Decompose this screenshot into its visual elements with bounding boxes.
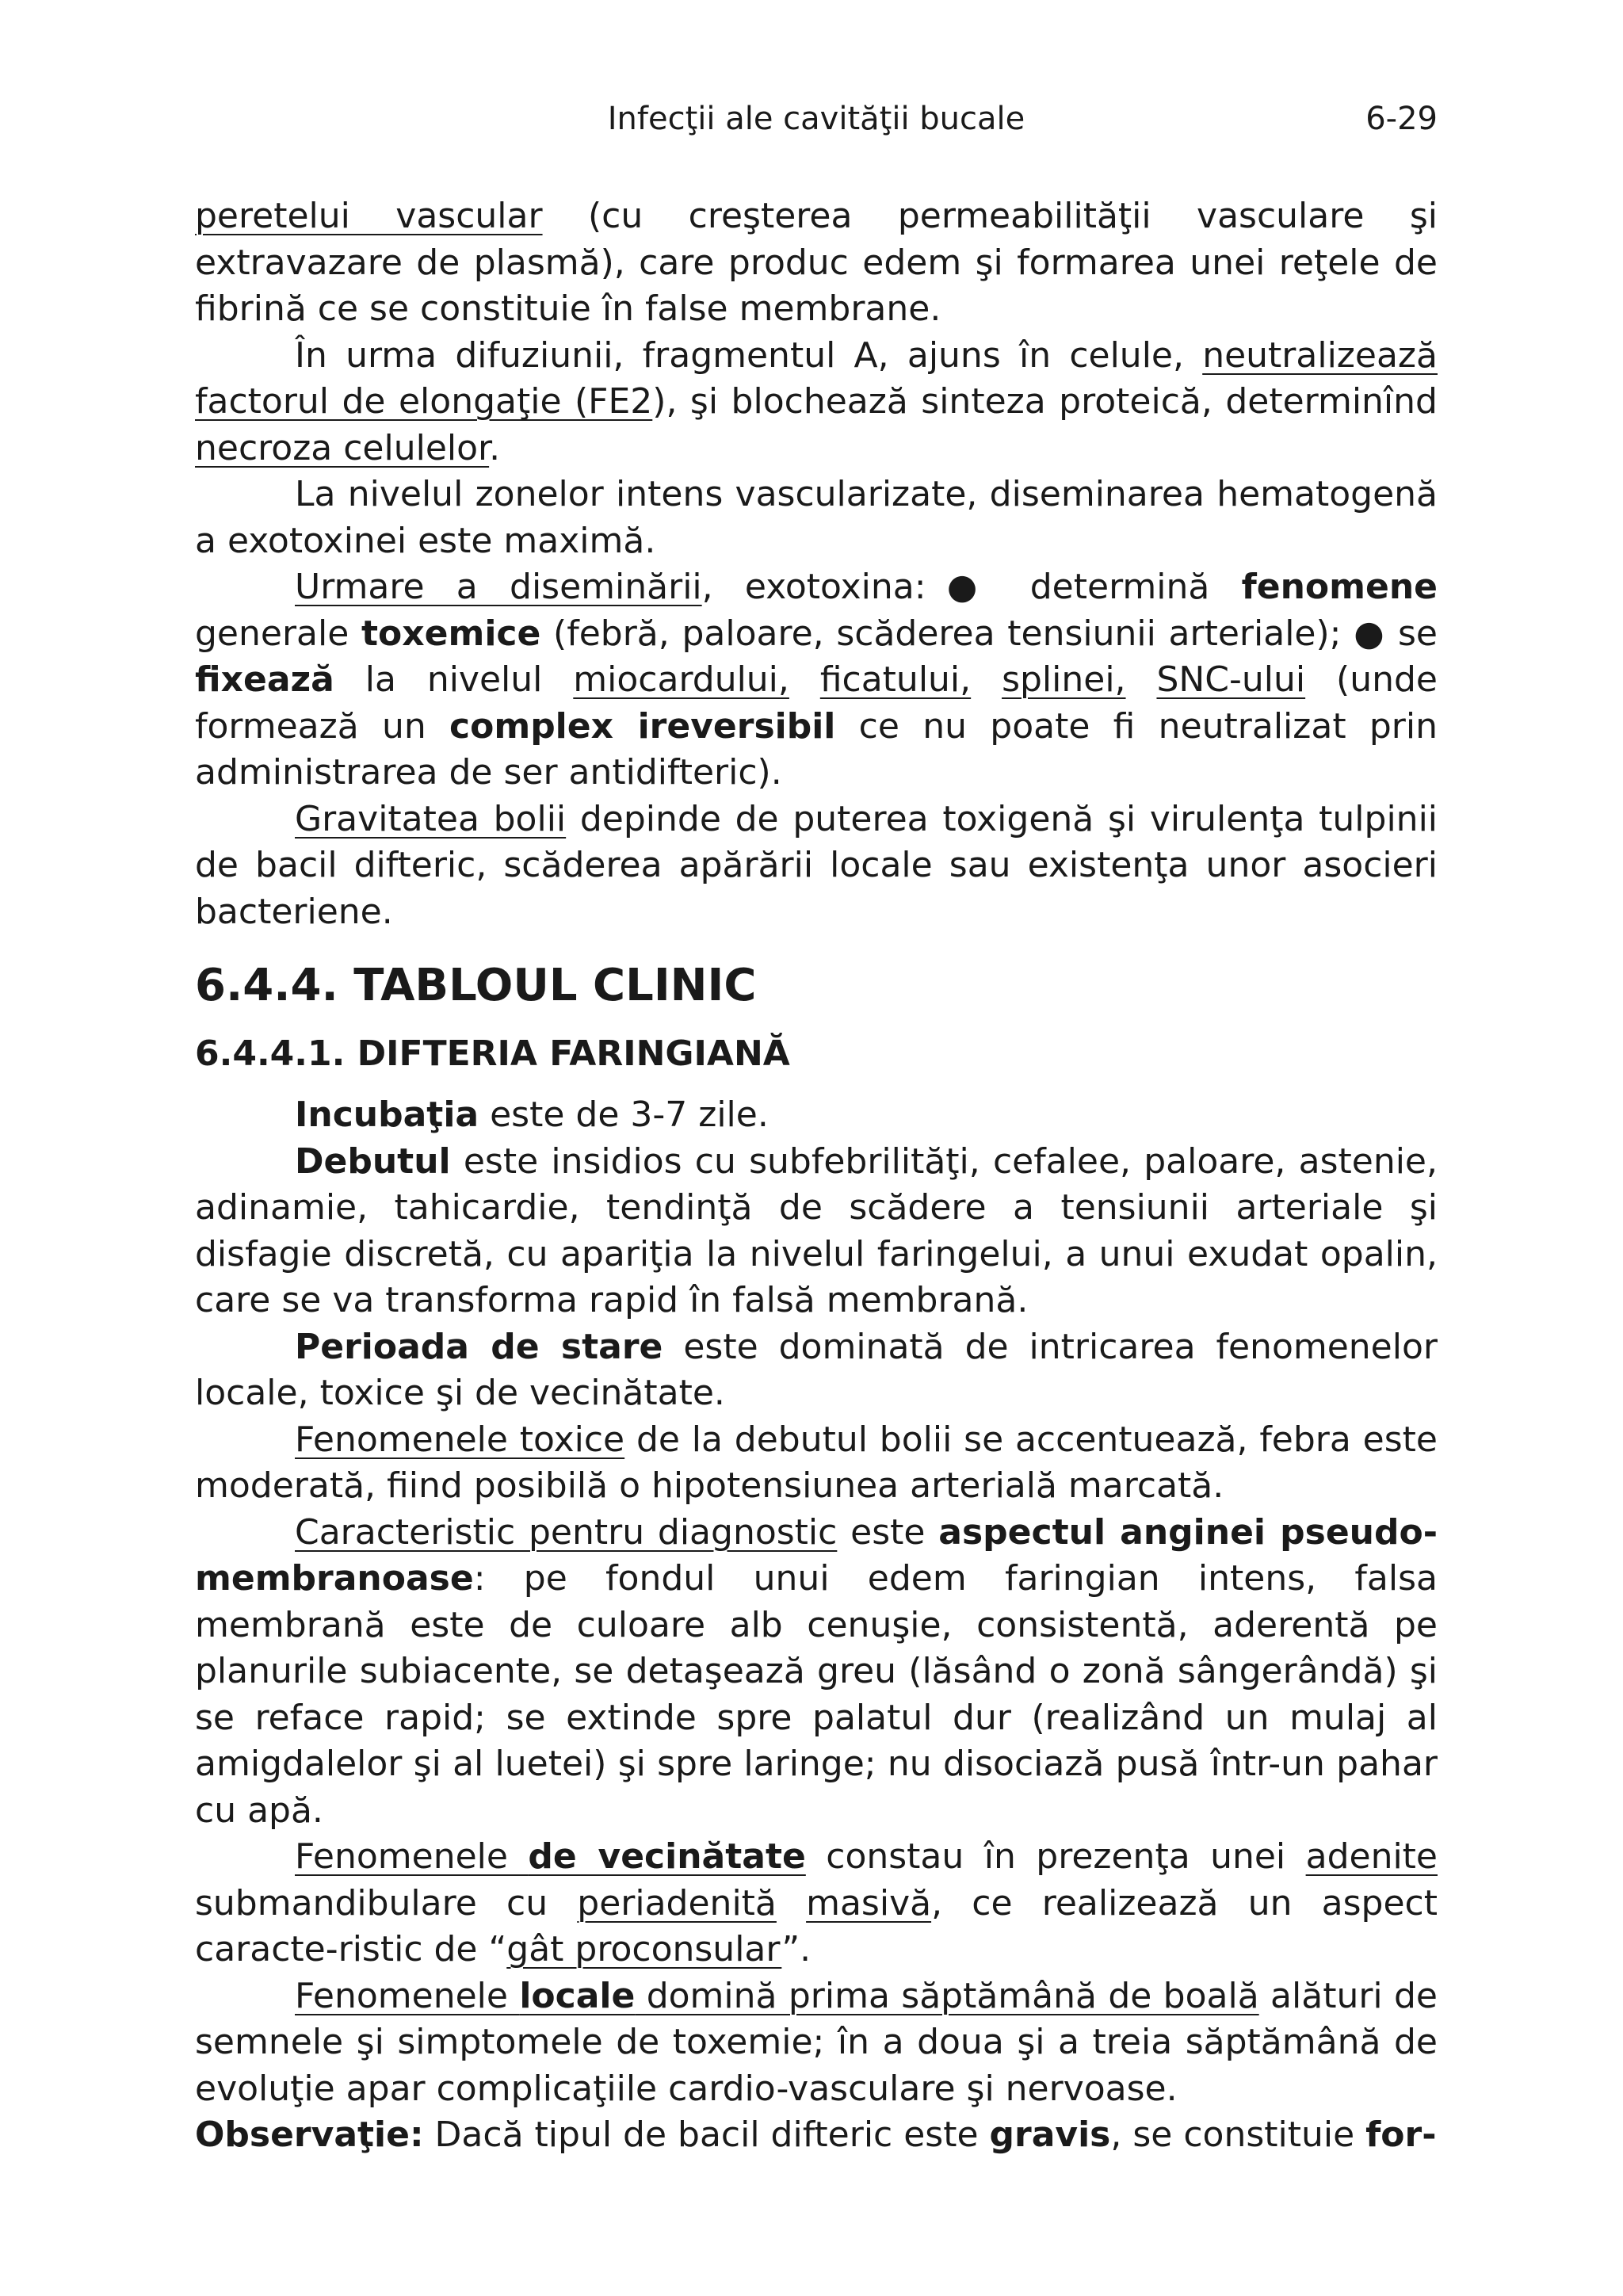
text-run: gât proconsular: [506, 1929, 782, 1969]
text-run: Perioada de stare: [295, 1326, 663, 1367]
text-run: depinde de puterea toxigenă şi virulenţa tulpinii de bacil difteric, scăderea apărării locale sau existenţa unor asocieri bacteriene.: [195, 798, 1438, 932]
text-run: [1126, 659, 1157, 700]
text-run: alături de semnele şi simptomele de toxemie; în a doua şi a treia săptămână de evoluţie apar complicaţiile cardio-vasculare şi nervoase.: [195, 1975, 1438, 2109]
paragraph: [195, 1324, 1438, 1417]
paragraph: [195, 333, 1438, 472]
paragraph: [195, 193, 1438, 333]
text-run: ”.: [781, 1929, 812, 1969]
paragraph: [195, 797, 1438, 936]
paragraph: [195, 564, 1438, 797]
text-run: Fenomenele: [295, 1836, 529, 1877]
paragraph: [195, 1510, 1438, 1835]
text-run: generale: [195, 613, 362, 654]
text-run: peretelui vascular: [195, 196, 543, 236]
text-run: locale: [519, 1975, 636, 2016]
text-run: [971, 659, 1002, 700]
text-run: complex ireversibil: [449, 705, 836, 747]
text-run: , ce realizează un aspect caracte-ristic de “: [195, 1882, 1438, 1969]
text-run: miocardului,: [573, 659, 789, 700]
text-run: ce nu poate fi neutralizat prin administrarea de ser antidifteric).: [195, 705, 1438, 793]
text-run: [777, 1883, 806, 1924]
text-run: fenomene: [1241, 567, 1438, 607]
text-run: Fenomenele: [295, 1975, 520, 2016]
paragraph: [195, 1834, 1438, 1973]
text-run: constau în prezenţa unei: [805, 1836, 1306, 1877]
body-text-block-1: [195, 193, 1438, 935]
page-header: [195, 94, 1438, 144]
text-run: toxemice: [361, 613, 541, 654]
text-run: Debutul: [295, 1140, 451, 1182]
text-run: la nivelul: [334, 659, 574, 700]
text-run: Gravitatea bolii: [295, 798, 567, 839]
text-run: (cu creşterea permeabilităţii vasculare şi extravazare de plasmă), care produc edem şi formarea unei reţele de fibrină ce se constituie în false membrane.: [195, 196, 1438, 329]
text-run: periadenită: [577, 1882, 777, 1924]
text-run: adenite: [1305, 1836, 1438, 1877]
text-run: este insidios cu subfebrilităţi, cefalee, paloare, astenie, adinamie, tahicardie, tendinţă de scădere a tensiunii arteriale şi disfagie discretă, cu apariţia la nivelul faringelui, a unui exudat opalin, care se va transforma rapid în falsă membrană.: [195, 1140, 1438, 1320]
text-run: de vecinătate: [528, 1836, 806, 1877]
text-run: Urmare a diseminării: [295, 567, 702, 607]
text-run: splinei,: [1002, 659, 1126, 700]
text-run: Observaţie:: [195, 2115, 424, 2155]
text-run: Dacă tipul de bacil difteric este: [423, 2115, 990, 2155]
running-header-title: Infecţii ale cavităţii bucale: [607, 101, 1025, 137]
page-body: [195, 193, 1438, 2159]
text-run: for-: [1365, 2115, 1437, 2155]
text-run: Incubaţia: [295, 1095, 479, 1135]
text-run: submandibulare cu: [195, 1882, 578, 1924]
paragraph: [195, 1092, 1438, 1139]
paragraph: [195, 472, 1438, 564]
paragraph: [195, 1973, 1438, 2113]
text-run: [789, 659, 820, 700]
page-number: 6-29: [1365, 101, 1438, 137]
text-run: Fenomenele toxice: [295, 1419, 625, 1460]
text-run: Caracteristic pentru diagnostic: [295, 1511, 838, 1553]
subsection-heading: 6.4.4.1. DIFTERIA FARINGIANĂ: [195, 1033, 790, 1074]
text-run: de la debutul bolii se accentuează, febra este moderată, fiind posibilă o hipotensiunea arterială marcată.: [195, 1419, 1438, 1506]
text-run: este de 3-7 zile.: [479, 1095, 769, 1135]
paragraph: [195, 1417, 1438, 1510]
paragraph: [195, 2112, 1438, 2159]
text-run: domină prima săptămână de boală: [635, 1975, 1259, 2016]
text-run: ), şi blochează sinteza proteică, determinînd: [652, 381, 1438, 422]
text-run: .: [489, 427, 501, 468]
text-run: fixează: [195, 659, 334, 700]
text-run: neutralizează factorul de elongaţie (FE2: [195, 334, 1438, 422]
text-run: , exotoxina:● determină: [701, 567, 1242, 607]
section-heading: 6.4.4. TABLOUL CLINIC: [195, 960, 757, 1011]
text-run: gravis: [989, 2115, 1111, 2155]
text-run: (febră, paloare, scăderea tensiunii arteriale); ● se: [540, 613, 1438, 654]
text-run: SNC-ului: [1156, 659, 1306, 700]
text-run: , se constituie: [1110, 2115, 1366, 2155]
paragraph: [195, 1139, 1438, 1324]
text-run: ficatului,: [819, 659, 972, 700]
text-run: (unde formează un: [195, 659, 1438, 747]
text-run: La nivelul zonelor intens vascularizate, diseminarea hematogenă a exotoxinei este maximă.: [195, 474, 1438, 561]
text-run: este: [837, 1511, 939, 1553]
body-text-block-2: [195, 1092, 1438, 2159]
text-run: necroza celulelor: [195, 427, 490, 468]
text-run: este dominată de intricarea fenomenelor locale, toxice şi de vecinătate.: [195, 1326, 1438, 1413]
text-run: aspectul anginei pseudo-membranoase: [195, 1511, 1438, 1599]
text-run: În urma difuziunii, fragmentul A, ajuns în celule,: [295, 334, 1203, 376]
text-run: masivă: [806, 1882, 932, 1924]
text-run: : pe fondul unui edem faringian intens, falsa membrană este de culoare alb cenuşie, consistentă, aderentă pe planurile subiacente, se detaşează greu (lăsând o zonă sângerândă) şi se reface rapid; se extinde spre palatul dur (realizând un mulaj al amigdalelor şi al luetei) şi spre laringe; nu disociază pusă într-un pahar cu apă.: [195, 1558, 1438, 1831]
